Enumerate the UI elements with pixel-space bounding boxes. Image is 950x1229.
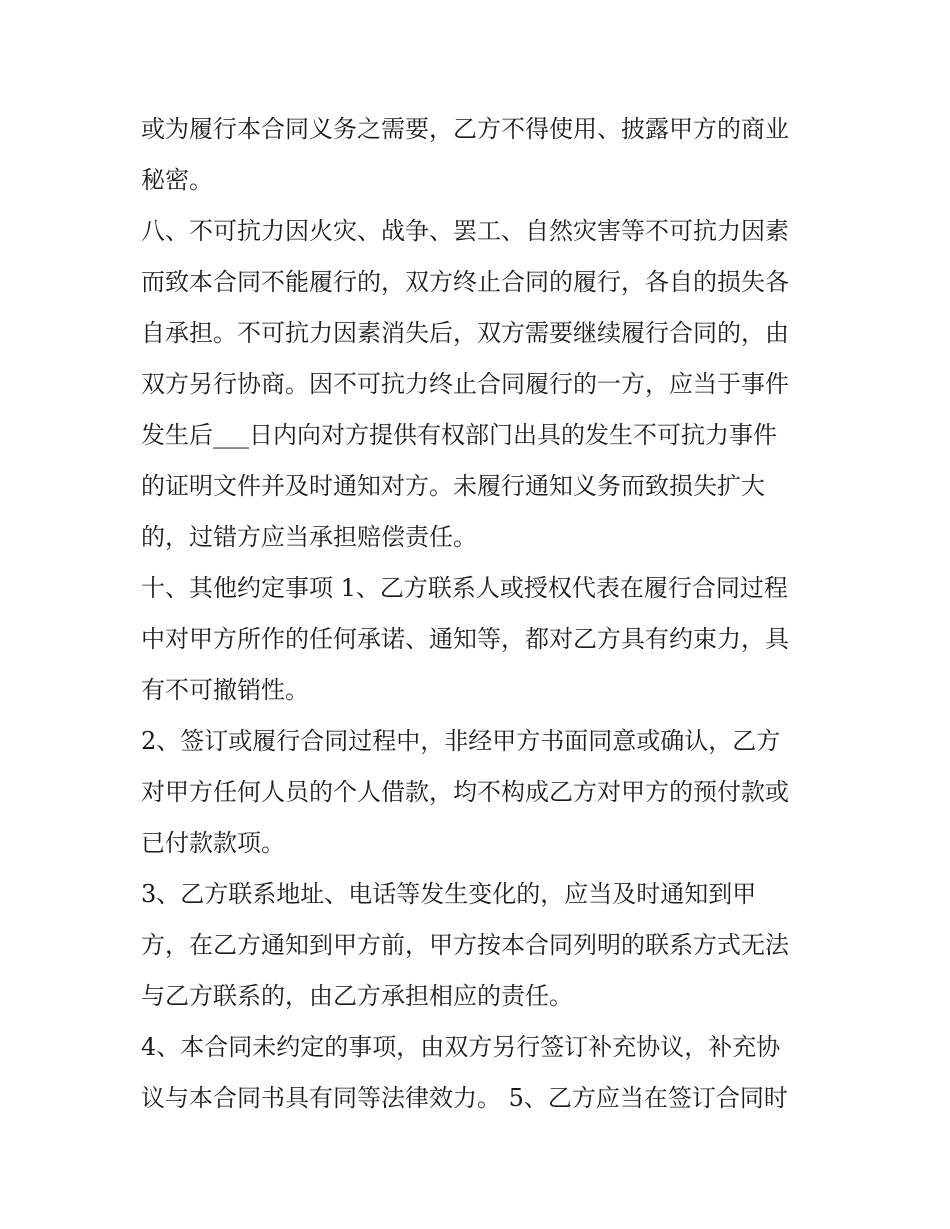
text-line: 八、不可抗力因火灾、战争、罢工、自然灾害等不可抗力因素 xyxy=(141,217,789,245)
text-line: 中对甲方所作的任何承诺、通知等，都对乙方具有约束力，具 xyxy=(141,625,789,653)
text-line: 秘密。 xyxy=(141,166,213,194)
text-line: 有不可撤销性。 xyxy=(141,676,309,704)
text-line: 的证明文件并及时通知对方。未履行通知义务而致损失扩大 xyxy=(141,472,765,500)
text-line: 2、签订或履行合同过程中，非经甲方书面同意或确认，乙方 xyxy=(141,727,781,755)
text-line: 双方另行协商。因不可抗力终止合同履行的一方，应当于事件 xyxy=(141,370,789,398)
text-line: 方，在乙方通知到甲方前，甲方按本合同列明的联系方式无法 xyxy=(141,931,789,959)
text-line: 或为履行本合同义务之需要，乙方不得使用、披露甲方的商业 xyxy=(141,115,789,143)
text-line: 议与本合同书具有同等法律效力。 5、乙方应当在签订合同时 xyxy=(141,1084,788,1112)
text-line: 4、本合同未约定的事项，由双方另行签订补充协议，补充协 xyxy=(141,1033,781,1061)
text-line: 自承担。不可抗力因素消失后，双方需要继续履行合同的，由 xyxy=(141,319,789,347)
text-line: 发生后___日内向对方提供有权部门出具的发生不可抗力事件 xyxy=(141,421,777,449)
text-line: 对甲方任何人员的个人借款，均不构成乙方对甲方的预付款或 xyxy=(141,778,789,806)
text-line: 的，过错方应当承担赔偿责任。 xyxy=(141,523,477,551)
contract-body-text xyxy=(141,104,813,1124)
text-line: 而致本合同不能履行的，双方终止合同的履行，各自的损失各 xyxy=(141,268,789,296)
text-line: 十、其他约定事项 1、乙方联系人或授权代表在履行合同过程 xyxy=(141,574,788,602)
text-line: 3、乙方联系地址、电话等发生变化的，应当及时通知到甲 xyxy=(141,880,757,908)
text-line: 已付款款项。 xyxy=(141,829,285,857)
text-line: 与乙方联系的，由乙方承担相应的责任。 xyxy=(141,982,573,1010)
